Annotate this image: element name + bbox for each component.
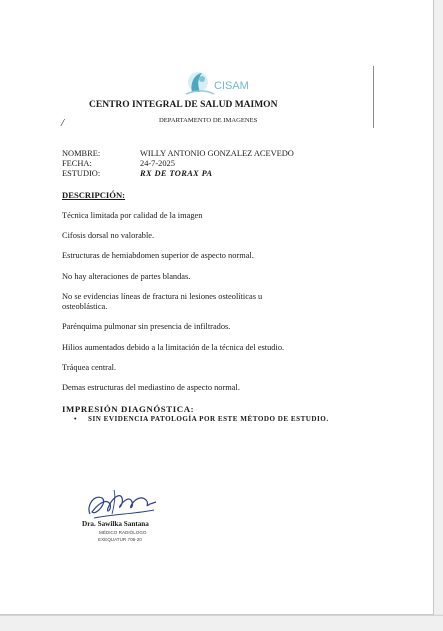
date-value: 24-7-2025	[140, 159, 175, 168]
patient-name-label: NOMBRE:	[62, 149, 101, 158]
finding-line: Demas estructuras del mediastino de aspecto normal.	[62, 383, 240, 392]
signer-role: MÉDICO RADIÓLOGO	[99, 530, 147, 535]
vertical-scrollbar[interactable]	[434, 0, 443, 614]
finding-line: No hay alteraciones de partes blandas.	[62, 272, 191, 281]
finding-line: osteoblástica.	[62, 302, 108, 311]
finding-line: Técnica limitada por calidad de la imagen	[62, 211, 203, 220]
study-value: RX DE TORAX PA	[140, 169, 213, 178]
finding-line: Cifosis dorsal no valorable.	[62, 231, 155, 240]
signature-scribble	[84, 484, 160, 524]
slash-mark: /	[61, 117, 65, 129]
bullet-icon: •	[74, 415, 77, 423]
header-divider-line	[373, 66, 374, 128]
date-row	[62, 159, 175, 169]
impression-text: SIN EVIDENCIA PATOLOGÍA POR ESTE MÉTODO DE ESTUDIO.	[88, 415, 329, 423]
finding-line: Tráquea central.	[62, 363, 117, 372]
signer-id: EXEQUATUR 706-20	[98, 537, 142, 542]
finding-line: Hilios aumentados debido a la limitación de la técnica del estudio.	[62, 343, 285, 352]
patient-name-row	[62, 149, 294, 159]
logo-text: CISAM	[214, 80, 249, 92]
finding-line: Estructuras de hemiabdomen superior de aspecto normal.	[62, 251, 254, 260]
finding-line: No se evidencias líneas de fractura ni lesiones osteolíticas u	[62, 292, 263, 301]
horizontal-scrollbar[interactable]	[0, 615, 443, 631]
study-label: ESTUDIO:	[62, 169, 101, 178]
patient-name-value: WILLY ANTONIO GONZALEZ ACEVEDO	[140, 149, 294, 158]
department-name: DEPARTAMENTO DE IMAGENES	[159, 117, 258, 124]
cisam-logo	[184, 70, 250, 98]
study-row	[62, 169, 213, 179]
signer-name: Dra. Sawilka Santana	[82, 520, 149, 528]
center-name: CENTRO INTEGRAL DE SALUD MAIMON	[89, 100, 278, 110]
description-title: DESCRIPCIÓN:	[62, 190, 126, 200]
impression-title: IMPRESIÓN DIAGNÓSTICA:	[62, 404, 195, 414]
finding-line: Parénquima pulmonar sin presencia de infiltrados.	[62, 322, 231, 331]
date-label: FECHA:	[62, 159, 92, 168]
